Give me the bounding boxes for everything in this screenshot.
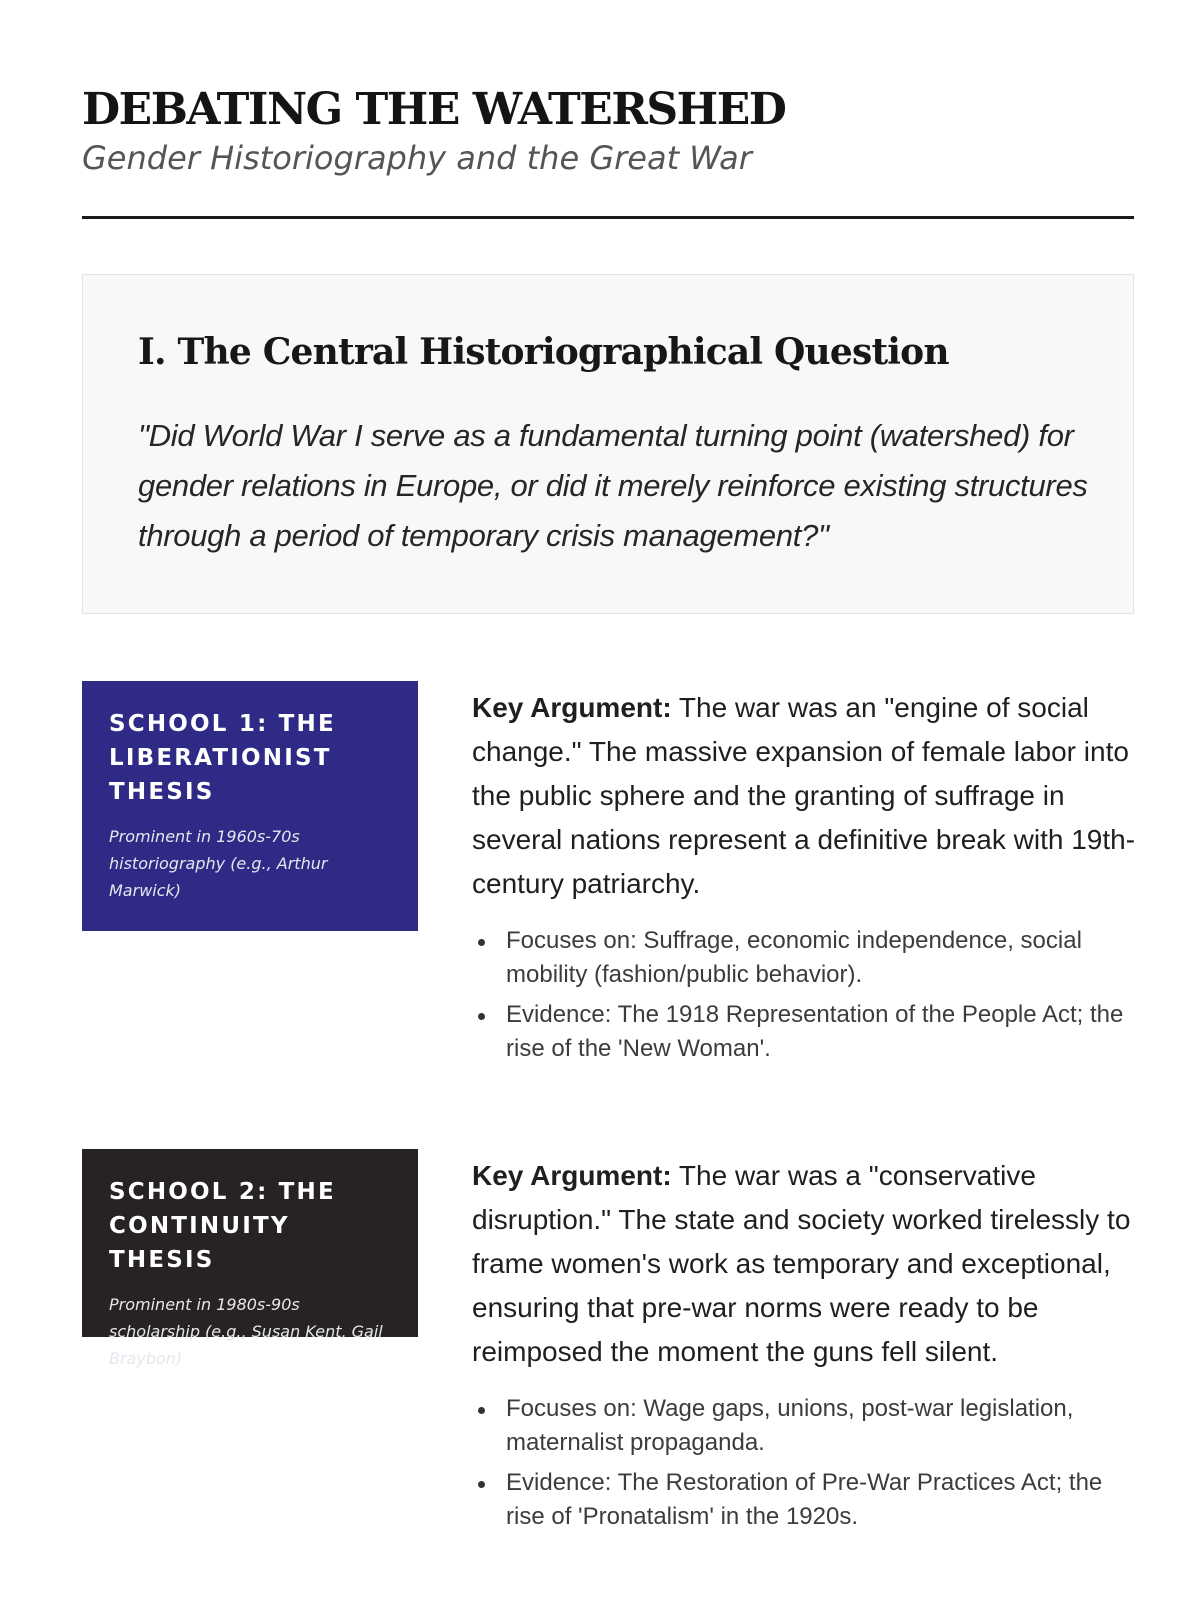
key-argument-text: The war was an "engine of social change." The massive expansion of female labor into the public sphere and the granting of suffrage in several nations represent a definitive break with 19th-century patriarchy.: [472, 692, 1136, 899]
school-note: Prominent in 1980s-90s scholarship (e.g., Susan Kent, Gail Braybon): [109, 1295, 383, 1368]
school-title: SCHOOL 2: THE CONTINUITY THESIS: [109, 1179, 336, 1273]
bullet-icon: [478, 1407, 485, 1414]
school-body-continuity: [472, 1154, 1136, 1540]
list-item-text: Focuses on: Wage gaps, unions, post-war legislation, maternalist propaganda.: [506, 1395, 1074, 1456]
list-item-text: Evidence: The Restoration of Pre-War Practices Act; the rise of 'Pronatalism' in the 1920s.: [506, 1469, 1103, 1530]
key-argument-label: Key Argument:: [472, 692, 672, 723]
list-item: [472, 998, 1136, 1066]
list-item-text: Evidence: The 1918 Representation of the People Act; the rise of the 'New Woman'.: [506, 1001, 1124, 1062]
points-list: [472, 1392, 1136, 1534]
points-list: [472, 924, 1136, 1066]
key-argument-text: The war was a "conservative disruption." The state and society worked tirelessly to frame women's work as temporary and exceptional, ensuring that pre-war norms were ready to be reimposed the moment the guns fell silent.: [472, 1160, 1131, 1367]
school-note: Prominent in 1960s-70s historiography (e.g., Arthur Marwick): [109, 827, 328, 900]
bullet-icon: [478, 1013, 485, 1020]
school-body-liberationist: [472, 686, 1136, 1072]
list-item-text: Focuses on: Suffrage, economic independence, social mobility (fashion/public behavior).: [506, 927, 1082, 988]
page-header: [82, 84, 1134, 178]
list-item: [472, 1466, 1136, 1534]
school-title: SCHOOL 1: THE LIBERATIONIST THESIS: [109, 711, 336, 805]
header-divider: [82, 216, 1134, 219]
page-title: DEBATING THE WATERSHED: [82, 84, 786, 135]
key-argument-label: Key Argument:: [472, 1160, 672, 1191]
key-argument: [472, 686, 1136, 906]
central-question-box: [82, 274, 1134, 614]
school-card-continuity: [82, 1149, 418, 1368]
question-text: "Did World War I serve as a fundamental turning point (watershed) for gender relations in Europe, or did it merely reinforce existing structures through a period of temporary crisis management?": [138, 418, 1088, 553]
bullet-icon: [478, 1481, 485, 1488]
question-heading: I. The Central Historiographical Question: [138, 331, 949, 373]
bullet-icon: [478, 939, 485, 946]
key-argument: [472, 1154, 1136, 1374]
page-subtitle: Gender Historiography and the Great War: [82, 139, 752, 177]
list-item: [472, 924, 1136, 992]
school-card-liberationist: [82, 681, 418, 931]
list-item: [472, 1392, 1136, 1460]
